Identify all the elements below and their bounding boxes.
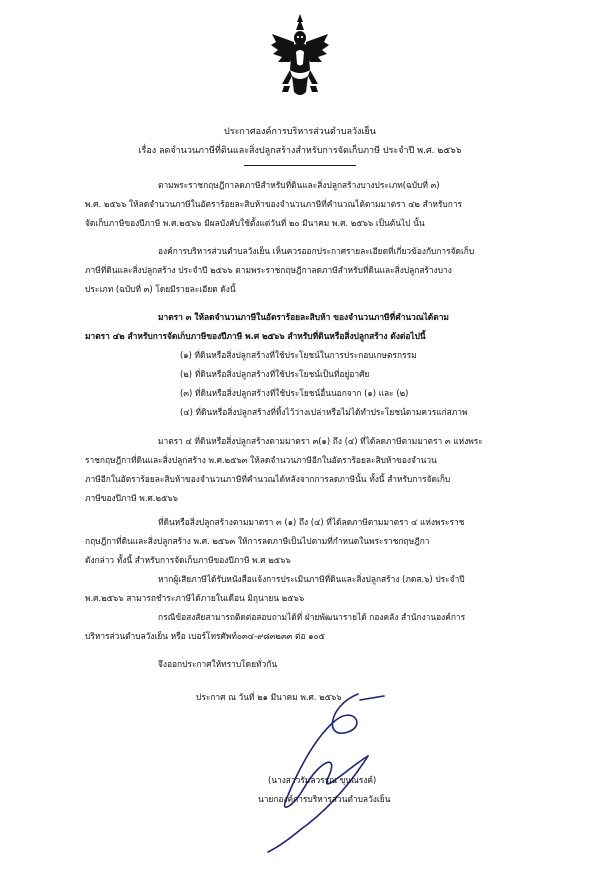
list-item-1: (๑) ที่ดินหรือสิ่งปลูกสร้างที่ใช้ประโยชน์ในการประกอบเกษตรกรรม — [180, 350, 417, 360]
para5-line3: ดังกล่าว ทั้งนี้ สำหรับการจัดเก็บภาษีของปีภาษี พ.ศ ๒๕๖๖ — [85, 555, 291, 565]
list-item-4: (๔) ที่ดินหรือสิ่งปลูกสร้างที่ทิ้งไว้ว่างเปล่าหรือไม่ได้ทำประโยชน์ตามควรแก่สภาพ — [180, 407, 468, 417]
para1-line2: พ.ศ. ๒๕๖๖ ให้ลดจำนวนภาษีในอัตราร้อยละสิบห้าของจำนวนภาษีที่คำนวณได้ตามมาตรา ๔๒ สำหรับการ — [85, 199, 463, 209]
para6-line1: หากผู้เสียภาษีได้รับหนังสือแจ้งการประเมินภาษีที่ดินและสิ่งปลูกสร้าง (ภดส.๖) ประจำปี — [158, 574, 465, 584]
para7-line1: กรณีข้อสงสัยสามารถติดต่อสอบถามได้ที่ ฝ่ายพัฒนารายได้ กองคลัง สำนักงานองค์การ — [158, 612, 466, 622]
list-item-3: (๓) ที่ดินหรือสิ่งปลูกสร้างที่ใช้ประโยชน์อื่นนอกจาก (๑) และ (๒) — [180, 388, 409, 398]
section4-line1: มาตรา ๔ ที่ดินหรือสิ่งปลูกสร้างตามมาตรา ๓(๑) ถึง (๔) ที่ได้ลดภาษีตามมาตรา ๓ แห่งพระ — [158, 436, 483, 446]
signer-position: นายกองค์การบริหารส่วนตำบลวังเย็น — [258, 794, 391, 804]
signer-name: (นางสาวรัมลวรรณ ขุนณรงค์) — [268, 775, 377, 785]
section3-line2: มาตรา ๔๒ สำหรับการจัดเก็บภาษีของปีภาษี พ.ศ ๒๕๖๖ สำหรับที่ดินหรือสิ่งปลูกสร้าง ดังต่อไปนี้ — [85, 331, 426, 341]
announcement-org-title: ประกาศองค์การบริหารส่วนตำบลวังเย็น — [224, 127, 376, 137]
section3-line1: มาตรา ๓ ให้ลดจำนวนภาษีในอัตราร้อยละสิบห้า ของจำนวนภาษีที่คำนวณได้ตาม — [158, 312, 449, 322]
para2-line1: องค์การบริหารส่วนตำบลวังเย็น เห็นควรออกประกาศรายละเอียดที่เกี่ยวข้องกับการจัดเก็บ — [158, 246, 475, 256]
para2-line3: ประเภท (ฉบับที่ ๓) โดยมีรายละเอียด ดังนี้ — [85, 284, 236, 294]
list-item-2: (๒) ที่ดินหรือสิ่งปลูกสร้างที่ใช้ประโยชน์เป็นที่อยู่อาศัย — [180, 369, 370, 379]
header-divider — [244, 165, 356, 166]
section4-line4: ภาษีของปีภาษี พ.ศ.๒๕๖๖ — [85, 493, 178, 503]
para1-line1: ตามพระราชกฤษฎีกาลดภาษีสำหรับที่ดินและสิ่งปลูกสร้างบางประเภท(ฉบับที่ ๓) — [158, 180, 440, 190]
para7-line2: บริหารส่วนตำบลวังเย็น หรือ เบอร์โทรศัพท์๐๓๔-๙๘๓๒๓๓ ต่อ ๑๐๕ — [85, 631, 325, 641]
date-line: ประกาศ ณ วันที่ ๒๑ มีนาคม พ.ศ. ๒๕๖๖ — [196, 692, 342, 702]
para5-line2: กฤษฎีกาที่ดินและสิ่งปลูกสร้าง พ.ศ. ๒๕๖๓ ให้การลดภาษีเป็นไปตามที่กำหนดในพระราชกฤษฎีกา — [85, 536, 430, 546]
para6-line2: พ.ศ.๒๕๖๖ สามารถชำระภาษีได้ภายในเดือน มิถุนายน ๒๕๖๖ — [85, 593, 305, 603]
section4-line2: ราชกฤษฎีกาที่ดินและสิ่งปลูกสร้าง พ.ศ.๒๕๖๓ ให้ลดจำนวนภาษีอีกในอัตราร้อยละสิบห้าของจำนวน — [85, 455, 437, 465]
announcement-subject: เรื่อง ลดจำนวนภาษีที่ดินและสิ่งปลูกสร้างสำหรับการจัดเก็บภาษี ประจำปี พ.ศ. ๒๕๖๖ — [138, 146, 462, 156]
para5-line1: ที่ดินหรือสิ่งปลูกสร้างตามมาตรา ๓ (๑) ถึง (๔) ที่ได้ลดภาษีตามมาตรา ๔ แห่งพระราช — [158, 517, 465, 527]
para2-line2: ภาษีที่ดินและสิ่งปลูกสร้าง ประจำปี ๒๕๖๖ ตามพระราชกฤษฎีกาลดภาษีสำหรับที่ดินและสิ่งปลูกสร้างบาง — [85, 265, 452, 275]
section4-line3: ภาษีอีกในอัตราร้อยละสิบห้าของจำนวนภาษีที่คำนวณได้หลังจากการลดภาษีนั้น ทั้งนี้ สำหรับการจัดเก็บ — [85, 474, 451, 484]
para1-line3: จัดเก็บภาษีของปีภาษี พ.ศ.๒๕๖๖ มีผลบังคับใช้ตั้งแต่วันที่ ๒๐ มีนาคม พ.ศ. ๒๕๖๖ เป็นต้นไป นั้น — [85, 218, 425, 228]
closing-line: จึงออกประกาศให้ทราบโดยทั่วกัน — [158, 659, 278, 669]
garuda-emblem-icon — [270, 12, 330, 102]
